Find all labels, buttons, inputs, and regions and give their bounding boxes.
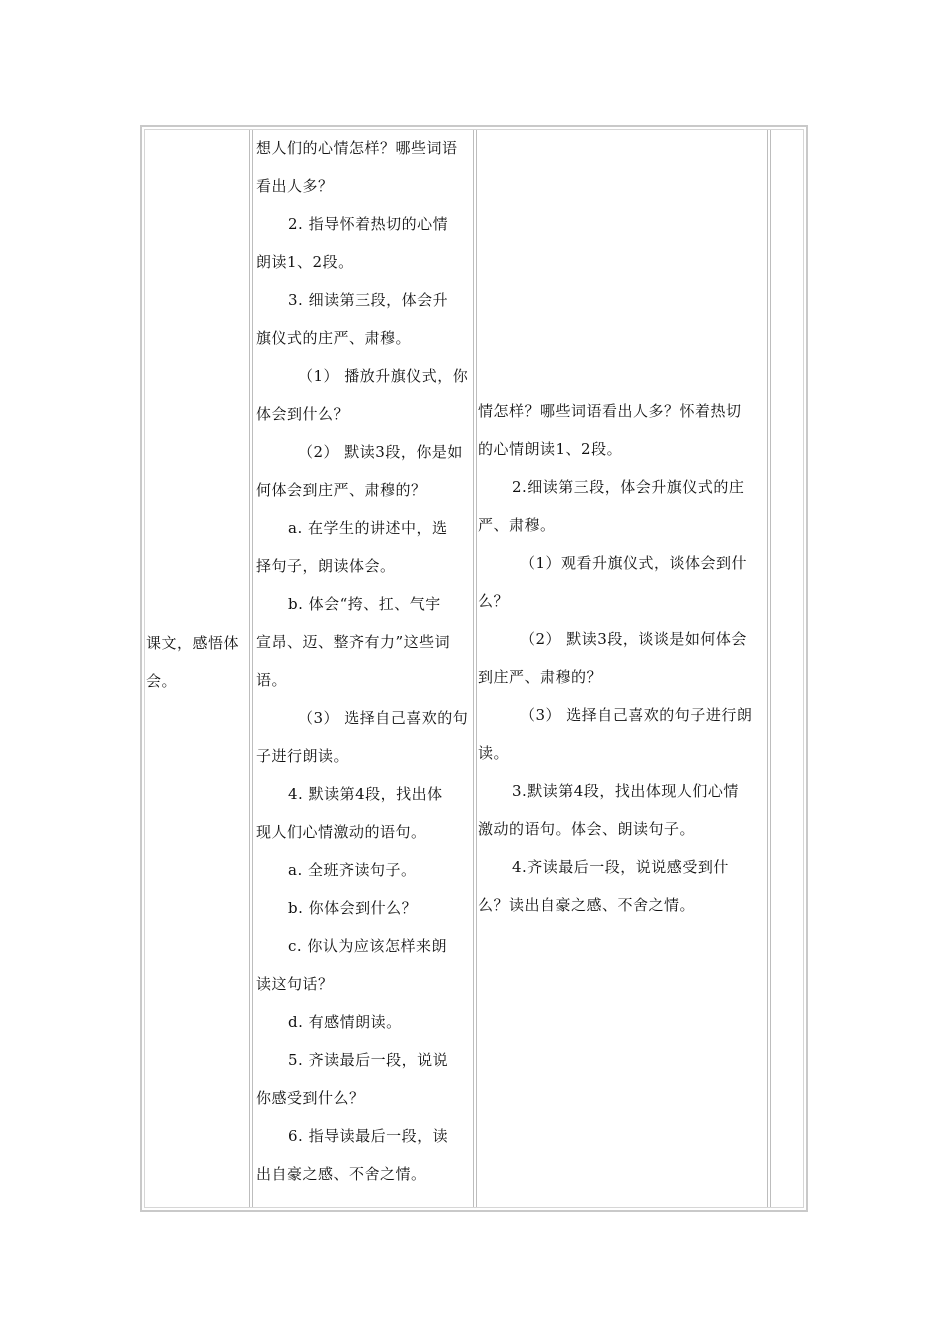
text-line: 出自豪之感、不舍之情。: [256, 1165, 427, 1183]
step-name-cell: [144, 129, 250, 1208]
text-line: （2） 默读3段，你是如: [298, 443, 463, 461]
text-line: 你感受到什么？: [256, 1089, 365, 1107]
text-line: 朗读1、2段。: [256, 253, 354, 271]
text-line: 读。: [478, 744, 510, 762]
text-line: c. 你认为应该怎样来朗: [288, 937, 447, 955]
text-line: （1） 播放升旗仪式，你: [298, 367, 469, 385]
text-line: 情怎样？哪些词语看出人多？怀着热切: [478, 402, 742, 420]
notes-cell: [772, 129, 806, 1208]
text-line: 么？: [478, 592, 510, 610]
text-line: （3） 选择自己喜欢的句子进行朗: [520, 706, 753, 724]
teacher-activity-cell: [254, 129, 474, 1208]
teacher-activity-text: [256, 129, 474, 1193]
text-line: 3.默读第4段，找出体现人们心情: [512, 782, 739, 800]
text-line: 2. 指导怀着热切的心情: [288, 215, 449, 233]
text-line: （1）观看升旗仪式，谈体会到什: [520, 554, 748, 572]
text-line: 的心情朗读1、2段。: [478, 440, 623, 458]
step-name-text: 课文，感悟体会。: [146, 634, 240, 690]
text-line: 子进行朗读。: [256, 747, 350, 765]
text-line: a. 在学生的讲述中，选: [288, 519, 448, 537]
text-line: b. 你体会到什么？: [288, 899, 418, 917]
text-line: d. 有感情朗读。: [288, 1013, 402, 1031]
text-line: 么？读出自豪之感、不舍之情。: [478, 896, 696, 914]
lesson-table: [140, 125, 808, 1212]
student-activity-cell: [478, 129, 768, 1208]
text-line: 4.齐读最后一段，说说感受到什: [512, 858, 729, 876]
text-line: 4. 默读第4段，找出体: [288, 785, 443, 803]
text-line: 激动的语句。体会、朗读句子。: [478, 820, 696, 838]
text-line: a. 全班齐读句子。: [288, 861, 417, 879]
text-line: 现人们心情激动的语句。: [256, 823, 427, 841]
text-line: 2.细读第三段，体会升旗仪式的庄: [512, 478, 745, 496]
text-line: 5. 齐读最后一段，说说: [288, 1051, 449, 1069]
text-line: 看出人多？: [256, 177, 334, 195]
text-line: 想人们的心情怎样？哪些词语: [256, 139, 458, 157]
text-line: （2） 默读3段，谈谈是如何体会: [520, 630, 747, 648]
text-line: 何体会到庄严、肃穆的？: [256, 481, 427, 499]
text-line: 语。: [256, 671, 288, 689]
text-line: （3） 选择自己喜欢的句: [298, 709, 469, 727]
student-activity-text: [478, 392, 770, 924]
text-line: 宣昂、迈、整齐有力”这些词: [256, 633, 451, 651]
text-line: 旗仪式的庄严、肃穆。: [256, 329, 412, 347]
text-line: 体会到什么？: [256, 405, 350, 423]
text-line: b. 体会“挎、扛、气宇: [288, 595, 441, 613]
text-line: 读这句话？: [256, 975, 334, 993]
text-line: 到庄严、肃穆的？: [478, 668, 603, 686]
text-line: 择句子，朗读体会。: [256, 557, 396, 575]
text-line: 3. 细读第三段，体会升: [288, 291, 449, 309]
text-line: 严、肃穆。: [478, 516, 556, 534]
text-line: 6. 指导读最后一段，读: [288, 1127, 449, 1145]
